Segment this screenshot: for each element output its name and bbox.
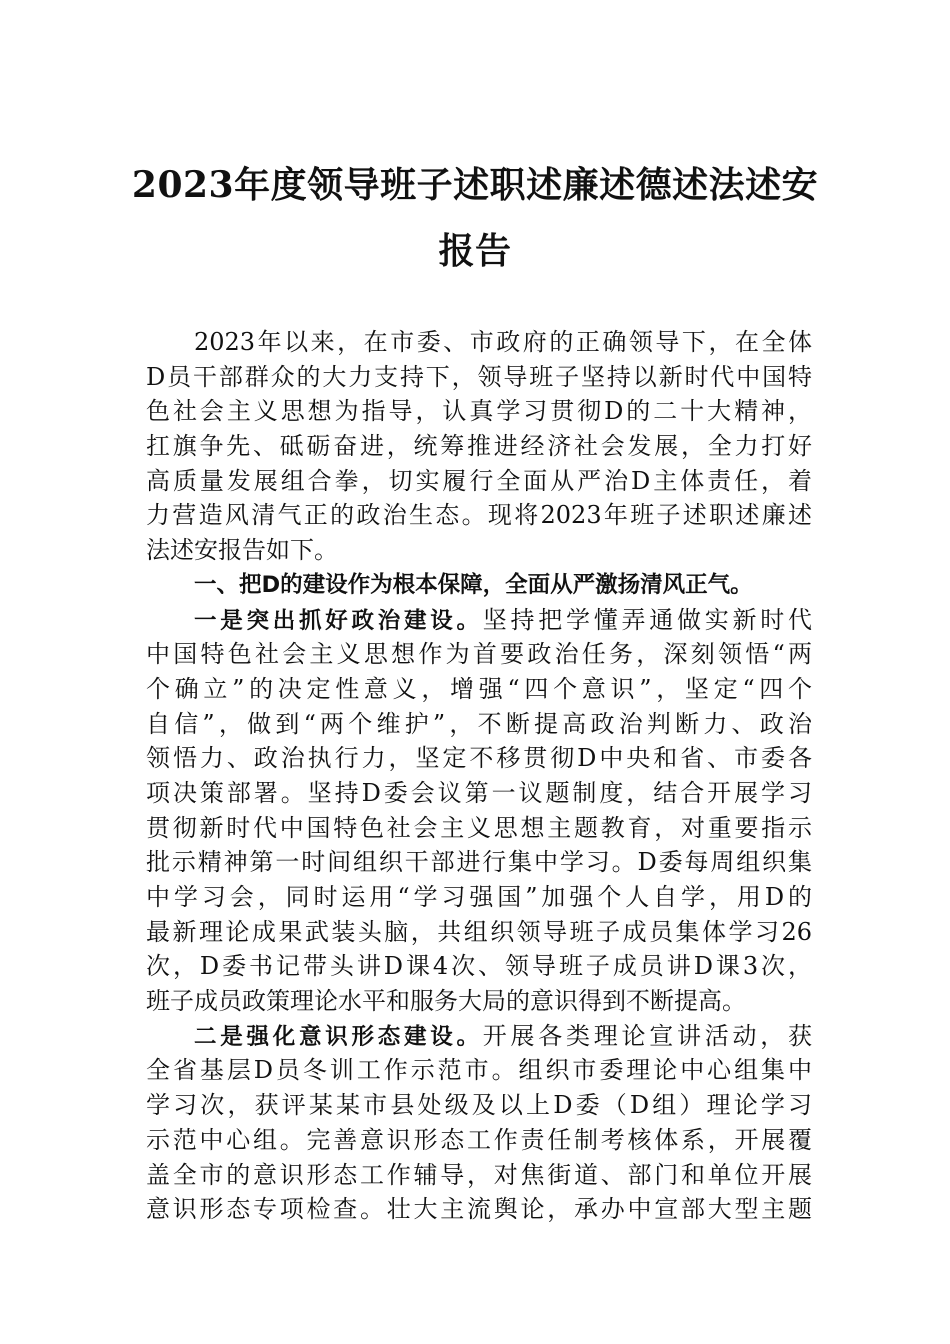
para1-line: 班子成员政策理论水平和服务大局的意识得到不断提高。 (146, 987, 746, 1016)
document-body (146, 325, 812, 1227)
section-heading: 一、把D的建设作为根本保障，全面从严激扬清风正气。 (194, 571, 753, 598)
para1-line: 个确立”的决定性意义，增强“四个意识”，坚定“四个 (146, 674, 812, 703)
intro-line: 2023年以来，在市委、市政府的正确领导下，在全体 (194, 328, 812, 356)
para2-first-line (146, 1019, 812, 1054)
document-title-line-2: 报告 (438, 230, 512, 272)
para1-line: 自信”，做到“两个维护”，不断提高政治判断力、政治 (146, 709, 812, 738)
document-title-line-1: 2023年度领导班子述职述廉述德述法述安 (131, 164, 819, 206)
para1-line: 项决策部署。坚持D委会议第一议题制度，结合开展学习 (146, 778, 812, 807)
intro-line: D员干部群众的大力支持下，领导班子坚持以新时代中国特 (146, 362, 812, 391)
intro-line: 力营造风清气正的政治生态。现将2023年班子述职述廉述 (146, 501, 812, 530)
para2-line: 盖全市的意识形态工作辅导，对焦街道、部门和单位开展 (146, 1160, 812, 1189)
para1-line: 批示精神第一时间组织干部进行集中学习。D委每周组织集 (146, 848, 812, 877)
para1-line: 次，D委书记带头讲D课4次、领导班子成员讲D课3次， (146, 952, 812, 981)
para1-lead: 一是突出抓好政治建设。 (194, 607, 483, 634)
para1-line: 中学习会，同时运用“学习强国”加强个人自学，用D的 (146, 883, 812, 911)
para1-line: 中国特色社会主义思想作为首要政治任务，深刻领悟“两 (146, 640, 812, 669)
intro-line: 色社会主义思想为指导，认真学习贯彻D的二十大精神， (146, 397, 812, 426)
para2-line: 学习次，获评某某市县处级及以上D委（D组）理论学习 (146, 1091, 812, 1120)
para2-line: 示范中心组。完善意识形态工作责任制考核体系，开展覆 (146, 1125, 812, 1154)
intro-line: 法述安报告如下。 (146, 536, 338, 565)
intro-line: 高质量发展组合拳，切实履行全面从严治D主体责任，着 (146, 466, 812, 495)
para2-first-rest: 开展各类理论宣讲活动，获 (482, 1021, 812, 1050)
para2-line: 全省基层D员冬训工作示范市。组织市委理论中心组集中 (146, 1056, 812, 1085)
para1-first-rest: 坚持把学懂弄通做实新时代 (482, 605, 812, 634)
intro-line: 扛旗争先、砥砺奋进，统筹推进经济社会发展，全力打好 (146, 432, 812, 461)
para1-line: 贯彻新时代中国特色社会主义思想主题教育，对重要指示 (146, 813, 812, 842)
para1-line: 领悟力、政治执行力，坚定不移贯彻D中央和省、市委各 (146, 744, 812, 773)
para1-first-line (146, 603, 812, 638)
para2-line: 意识形态专项检查。壮大主流舆论，承办中宣部大型主题 (146, 1195, 812, 1224)
para2-lead: 二是强化意识形态建设。 (194, 1023, 483, 1050)
para1-line: 最新理论成果武装头脑，共组织领导班子成员集体学习26 (146, 917, 812, 946)
